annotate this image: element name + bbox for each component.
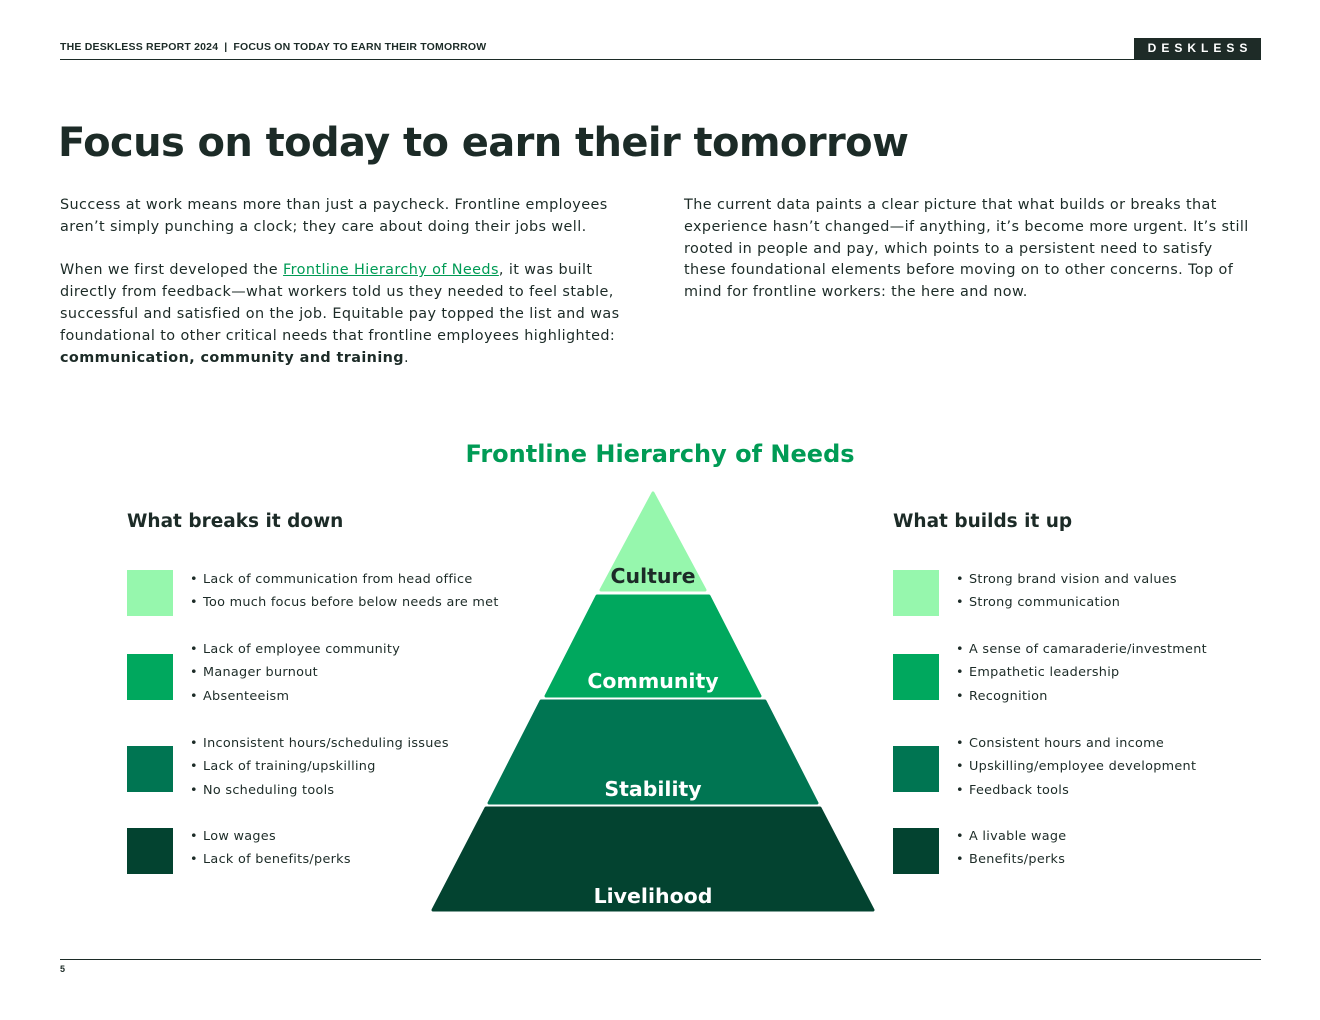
livelihood-swatch	[893, 828, 939, 874]
list-item: • Lack of benefits/perks	[190, 848, 351, 871]
list-item: • Feedback tools	[956, 779, 1196, 802]
list-item: • A sense of camaraderie/investment	[956, 638, 1207, 661]
pyramid-level-livelihood	[433, 808, 873, 910]
list-item: • Lack of employee community	[190, 638, 400, 661]
list-item: • Lack of communication from head office	[190, 568, 499, 591]
list-item: • Upskilling/employee development	[956, 755, 1196, 778]
community-swatch	[127, 654, 173, 700]
list-item: • Inconsistent hours/scheduling issues	[190, 732, 449, 755]
community-swatch	[893, 654, 939, 700]
list-item: • Absenteeism	[190, 685, 400, 708]
intro-column-right	[684, 195, 1259, 326]
pyramid-label-culture: Culture	[610, 564, 696, 588]
stability-swatch	[127, 746, 173, 792]
paragraph-text: .	[404, 349, 409, 366]
builds-heading: What builds it up	[893, 511, 1073, 532]
pyramid-label-livelihood: Livelihood	[593, 884, 713, 908]
header-separator: |	[224, 41, 228, 53]
culture-builds-list	[956, 568, 1177, 615]
list-item: • Lack of training/upskilling	[190, 755, 449, 778]
diagram-title: Frontline Hierarchy of Needs	[465, 440, 855, 468]
list-item: • No scheduling tools	[190, 779, 449, 802]
paragraph-text: , it was built directly from feedback—what workers told us they needed to feel stable, successful and satisfied on the job. Equitable pay topped the list and was foundational to other critical needs that frontline employees highlighted:	[60, 262, 620, 344]
pyramid-label-community: Community	[587, 669, 719, 693]
community-builds-list	[956, 638, 1207, 708]
stability-builds-list	[956, 732, 1196, 802]
list-item: • Strong brand vision and values	[956, 568, 1177, 591]
intro-paragraph-1: Success at work means more than just a paycheck. Frontline employees aren’t simply punching a clock; they care about doing their jobs well.	[60, 197, 608, 235]
livelihood-builds-list	[956, 825, 1066, 872]
list-item: • Consistent hours and income	[956, 732, 1196, 755]
culture-swatch	[127, 570, 173, 616]
paragraph-text: When we first developed the	[60, 262, 284, 279]
livelihood-breaks-list	[190, 825, 351, 872]
culture-swatch	[893, 570, 939, 616]
list-item: • Benefits/perks	[956, 848, 1066, 871]
intro-paragraph-2	[60, 260, 635, 369]
highlighted-needs: communication, community and training	[60, 349, 404, 366]
header-divider	[60, 59, 1261, 60]
pyramid-level-stability	[489, 701, 817, 803]
livelihood-swatch	[127, 828, 173, 874]
page-number: 5	[60, 964, 66, 974]
list-item: • Recognition	[956, 685, 1207, 708]
section-name: FOCUS ON TODAY TO EARN THEIR TOMORROW	[233, 41, 487, 53]
list-item: • Manager burnout	[190, 661, 400, 684]
intro-column-left	[60, 195, 635, 391]
list-item: • Strong communication	[956, 591, 1177, 614]
pyramid-level-community	[546, 596, 760, 696]
list-item: • Empathetic leadership	[956, 661, 1207, 684]
breaks-heading: What breaks it down	[127, 511, 344, 532]
brand-logo: DESKLESS	[1134, 38, 1261, 59]
culture-breaks-list	[190, 568, 499, 615]
stability-swatch	[893, 746, 939, 792]
footer-divider	[60, 959, 1261, 960]
report-header	[60, 41, 486, 53]
pyramid-label-stability: Stability	[604, 777, 702, 801]
pyramid-level-culture	[601, 493, 705, 590]
hierarchy-of-needs-link[interactable]: Frontline Hierarchy of Needs	[283, 262, 499, 279]
community-breaks-list	[190, 638, 400, 708]
report-name: THE DESKLESS REPORT 2024	[60, 41, 219, 53]
intro-paragraph-3: The current data paints a clear picture that what builds or breaks that experience hasn’t changed—if anything, it’s become more urgent. It’s still rooted in people and pay, which points to a persistent need to satisfy these foundational elements before moving on to other concerns. Top of mind for frontline workers: the here and now.	[684, 197, 1249, 301]
list-item: • Too much focus before below needs are met	[190, 591, 499, 614]
stability-breaks-list	[190, 732, 449, 802]
page-title: Focus on today to earn their tomorrow	[58, 120, 909, 166]
list-item: • A livable wage	[956, 825, 1066, 848]
list-item: • Low wages	[190, 825, 351, 848]
